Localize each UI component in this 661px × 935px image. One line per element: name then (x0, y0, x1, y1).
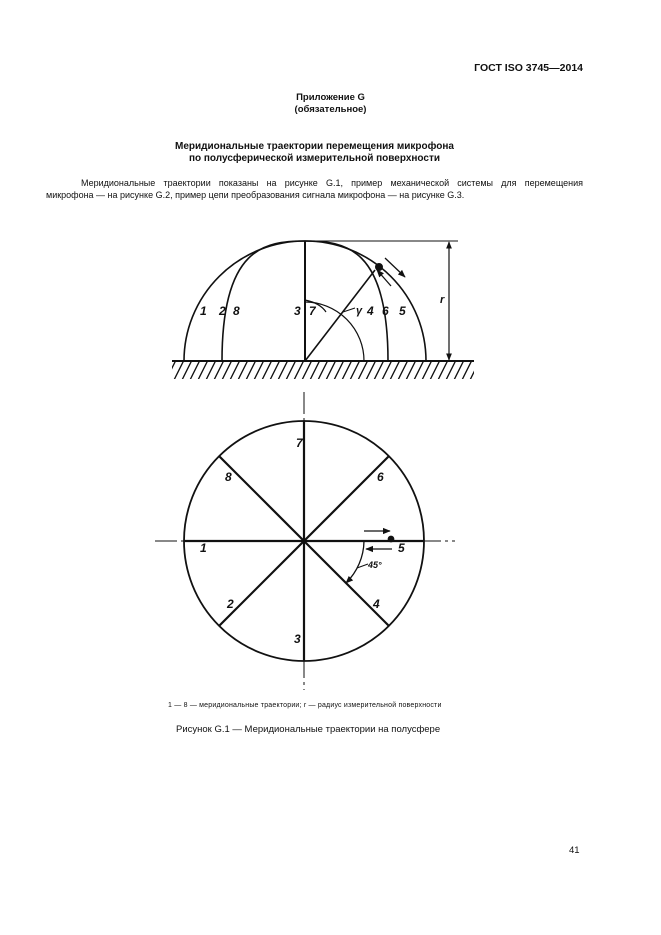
top-label-8: 8 (225, 470, 232, 484)
meridional-trajectories-figure (140, 225, 500, 695)
radius-label: r (440, 294, 445, 306)
gamma-label: γ (356, 305, 363, 317)
paragraph-line1: Меридиональные траектории показаны на рисунке G.1, пример механической системы для перемещения (81, 178, 583, 188)
figure-caption: Рисунок G.1 — Меридиональные траектории на полусфере (176, 724, 441, 735)
motion-arrow-inner (377, 270, 391, 286)
side-label-3: 3 (294, 304, 301, 318)
angle-45-arc (346, 541, 364, 583)
top-label-4: 4 (373, 597, 380, 611)
side-label-2: 2 (219, 304, 226, 318)
side-label-1: 1 (200, 304, 207, 318)
top-label-5: 5 (398, 541, 405, 555)
top-label-7: 7 (296, 436, 303, 450)
appendix-title: Приложение G (296, 92, 365, 103)
top-label-3: 3 (294, 632, 301, 646)
side-label-7: 7 (309, 304, 316, 318)
appendix-status: (обязательное) (294, 104, 367, 115)
section-heading-line2: по полусферической измерительной поверхности (188, 153, 441, 164)
section-heading-line1: Меридиональные траектории перемещения микрофона (175, 141, 454, 152)
figure-legend: 1 — 8 — меридиональные траектории; r — радиус измерительной поверхности (168, 702, 442, 709)
microphone-position (376, 264, 382, 270)
angle-45-label: 45° (368, 560, 382, 570)
microphone-position-top (388, 536, 393, 541)
top-label-2: 2 (227, 597, 234, 611)
side-label-8: 8 (233, 304, 240, 318)
side-label-4: 4 (367, 304, 374, 318)
side-label-6: 6 (382, 304, 389, 318)
hemisphere-side-view (172, 241, 474, 379)
side-label-5: 5 (399, 304, 406, 318)
ground-hatching (172, 362, 474, 379)
standard-code: ГОСТ ISO 3745—2014 (474, 62, 583, 74)
page-number: 41 (569, 845, 580, 856)
paragraph-line2: микрофона — на рисунке G.2, пример цепи преобразования сигнала микрофона — на рисунке G.3. (46, 190, 465, 200)
top-label-6: 6 (377, 470, 384, 484)
top-label-1: 1 (200, 541, 207, 555)
